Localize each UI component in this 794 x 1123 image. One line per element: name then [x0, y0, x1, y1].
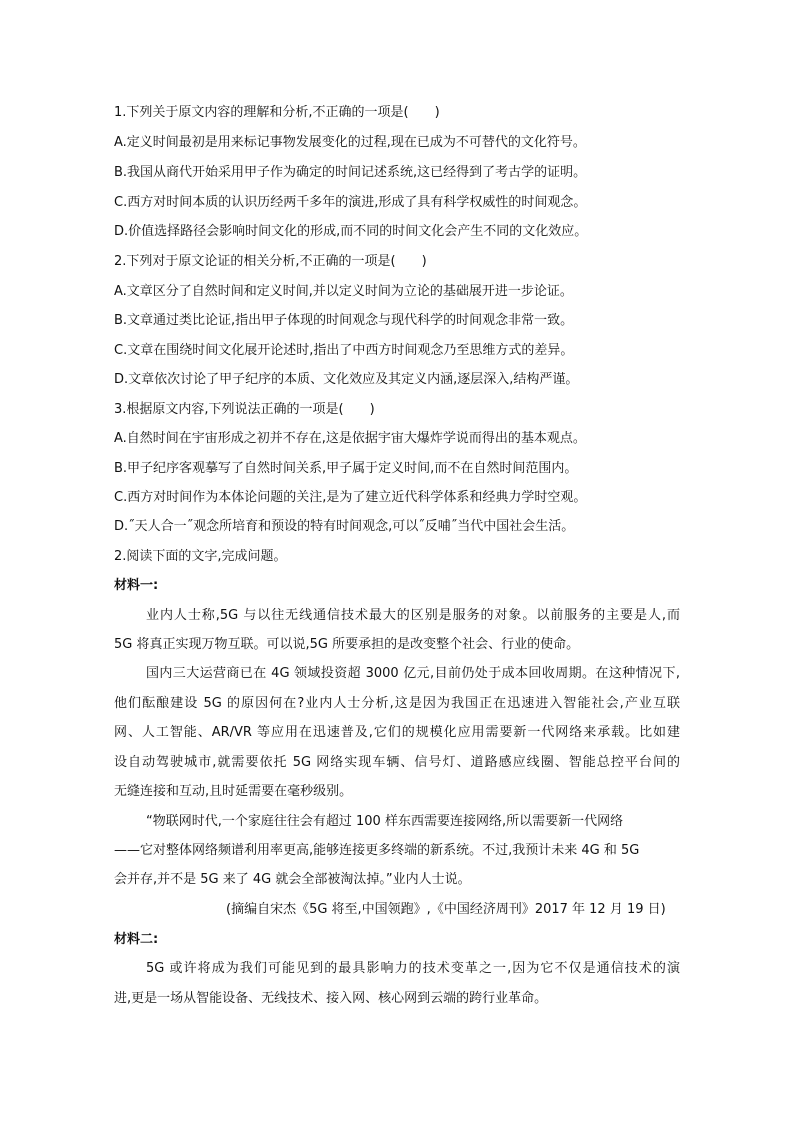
- material-1-line: 设自动驾驶城市,就需要依托 5G 网络实现车辆、信号灯、道路感应线圈、智能总控平台间的: [114, 755, 680, 770]
- quote-line: “物联网时代,一个家庭往往会有超过 100 样东西需要连接网络,所以需要新一代网络: [146, 814, 624, 829]
- section-2-instruction: 2.阅读下面的文字,完成问题。: [114, 549, 287, 564]
- question-2-option-d: D.文章依次讨论了甲子纪序的本质、文化效应及其定义内涵,逐层深入,结构严谨。: [114, 372, 579, 387]
- quote-line: ——它对整体网络频谱利用率更高,能够连接更多终端的新系统。不过,我预计未来 4G 和 5G: [114, 843, 640, 858]
- question-3-option-d: D.˝天人合一˝观念所培育和预设的特有时间观念,可以˝反哺˝当代中国社会生活。: [114, 519, 575, 534]
- material-2-line: 5G 或许将成为我们可能见到的最具影响力的技术变革之一,因为它不仅是通信技术的演: [146, 961, 680, 976]
- question-3-option-b: B.甲子纪序客观摹写了自然时间关系,甲子属于定义时间,而不在自然时间范围内。: [114, 461, 578, 476]
- material-1-line: 国内三大运营商已在 4G 领域投资超 3000 亿元,目前仍处于成本回收周期。在这种情况下,: [146, 666, 680, 681]
- question-3-option-a: A.自然时间在宇宙形成之初并不存在,这是依据宇宙大爆炸学说而得出的基本观点。: [114, 431, 586, 446]
- material-1-line: 网、人工智能、AR/VR 等应用在迅速普及,它们的规模化应用需要新一代网络来承载。比如建: [114, 725, 680, 740]
- question-1-option-b: B.我国从商代开始采用甲子作为确定的时间记述系统,这已经得到了考古学的证明。: [114, 165, 587, 180]
- question-3-option-c: C.西方对时间作为本体论问题的关注,是为了建立近代科学体系和经典力学时空观。: [114, 490, 587, 505]
- question-2-option-c: C.文章在围绕时间文化展开论述时,指出了中西方时间观念乃至思维方式的差异。: [114, 343, 574, 358]
- material-1-heading: 材料一:: [114, 578, 159, 593]
- question-2-stem: 2.下列对于原文论证的相关分析,不正确的一项是( ): [114, 254, 427, 269]
- material-1-line: 他们酝酿建设 5G 的原因何在?业内人士分析,这是因为我国正在迅速进入智能社会,产业互联: [114, 696, 680, 711]
- material-1-source: (摘编自宋杰《5G 将至,中国领跑》,《中国经济周刊》2017 年 12 月 19 日): [226, 902, 666, 917]
- question-1-option-d: D.价值选择路径会影响时间文化的形成,而不同的时间文化会产生不同的文化效应。: [114, 224, 588, 239]
- question-3-stem: 3.根据原文内容,下列说法正确的一项是( ): [114, 402, 375, 417]
- question-1-option-c: C.西方对时间本质的认识历经两千多年的演进,形成了具有科学权威性的时间观念。: [114, 195, 587, 210]
- question-1-option-a: A.定义时间最初是用来标记事物发展变化的过程,现在已成为不可替代的文化符号。: [114, 135, 586, 150]
- material-1-line: 5G 将真正实现万物互联。可以说,5G 所要承担的是改变整个社会、行业的使命。: [114, 637, 580, 652]
- question-1-stem: 1.下列关于原文内容的理解和分析,不正确的一项是( ): [114, 105, 440, 120]
- material-2-line: 进,更是一场从智能设备、无线技术、接入网、核心网到云端的跨行业革命。: [114, 991, 548, 1006]
- quote-line: 会并存,并不是 5G 来了 4G 就会全部被淘汰掉。”业内人士说。: [114, 872, 471, 887]
- question-2-option-b: B.文章通过类比论证,指出甲子体现的时间观念与现代科学的时间观念非常一致。: [114, 313, 574, 328]
- material-1-line: 业内人士称,5G 与以往无线通信技术最大的区别是服务的对象。以前服务的主要是人,而: [146, 608, 680, 623]
- material-2-heading: 材料二:: [114, 932, 159, 947]
- material-1-line: 无缝连接和互动,且时延需要在毫秒级别。: [114, 784, 353, 799]
- question-2-option-a: A.文章区分了自然时间和定义时间,并以定义时间为立论的基础展开进一步论证。: [114, 284, 573, 299]
